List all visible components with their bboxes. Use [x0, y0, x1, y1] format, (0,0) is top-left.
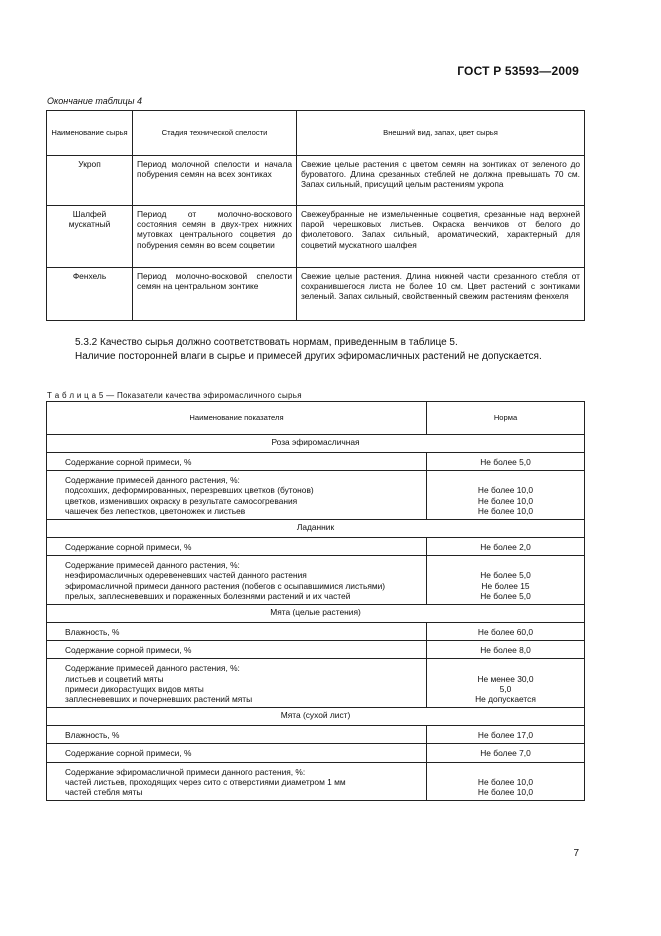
section-row [47, 435, 585, 453]
indicator-subitem: подсохших, деформированных, перезревших цветков (бутонов) [65, 485, 314, 496]
indicator-name: Содержание эфиромасличной примеси данного растения, %: [65, 766, 306, 777]
norm-value: Не более 5,0 [480, 590, 531, 601]
table-row [47, 474, 585, 519]
indicator-subitem: частей листьев, проходящих через сито с отверстиями диаметром 1 мм [65, 776, 346, 787]
norm-value: Не более 7,0 [480, 748, 531, 759]
indicator-name: Влажность, % [65, 730, 120, 741]
norm-cell [427, 626, 585, 641]
table-row [47, 541, 585, 556]
table-4-header-look: Внешний вид, запах, цвет сырья [297, 111, 585, 156]
table-row [47, 747, 585, 762]
indicator-cell [47, 766, 427, 801]
indicator-name: Влажность, % [65, 627, 120, 638]
norm-value: Не более 17,0 [477, 730, 534, 741]
appearance-description: Свежие целые растения с цветом семян на зонтиках от зеленого до буроватого. Длина срезанных стеблей не должна превышать 70 см. Запах сильный, присущий целым растениям укропа [297, 156, 585, 206]
norm-cell [427, 644, 585, 659]
indicator-cell [47, 747, 427, 762]
table-5-caption: Т а б л и ц а 5 — Показатели качества эфиромасличного сырья [47, 391, 302, 400]
norm-value [431, 475, 580, 485]
indicator-name: Содержание сорной примеси, % [65, 645, 192, 656]
table-row [47, 559, 585, 604]
table-row [47, 644, 585, 659]
page-number: 7 [573, 848, 579, 859]
table-row [47, 662, 585, 707]
indicator-cell [47, 729, 427, 744]
norm-value [431, 663, 580, 673]
section-row [47, 708, 585, 726]
norm-value: Не более 10,0 [477, 485, 534, 496]
indicator-name: Содержание сорной примеси, % [65, 542, 192, 553]
norm-value: Не более 8,0 [480, 645, 531, 656]
norm-value [431, 767, 580, 777]
table-5-header-norm: Норма [427, 402, 585, 435]
norm-value: Не более 60,0 [477, 627, 534, 638]
indicator-subitem: неэфиромасличных одеревеневших частей данного растения [65, 570, 307, 581]
norm-cell [427, 456, 585, 471]
norm-value [431, 560, 580, 570]
table-4-header-name: Наименование сырья [47, 111, 133, 156]
indicator-cell [47, 456, 427, 471]
raw-material-name: Фенхель [47, 268, 133, 321]
table-row [47, 206, 585, 268]
indicator-subitem: эфиромасличной примеси данного растения (побегов с осыпавшимися листьями) [65, 580, 386, 591]
section-title: Мята (целые растения) [47, 605, 585, 623]
table-row [47, 156, 585, 206]
indicator-subitem: листьев и соцветий мяты [65, 673, 164, 684]
indicator-cell [47, 662, 427, 707]
raw-material-name: Укроп [47, 156, 133, 206]
norm-cell [427, 662, 585, 707]
ripeness-stage: Период от молочно-воскового состояния семян в двух-трех нижних мутовках центрального соцветия до побурения семян во всем соцветии [133, 206, 297, 268]
indicator-cell [47, 644, 427, 659]
norm-value: 5,0 [499, 683, 512, 694]
section-row [47, 605, 585, 623]
indicator-subitem: цветков, изменивших окраску в результате самосогревания [65, 495, 298, 506]
table-row [47, 729, 585, 744]
norm-cell [427, 541, 585, 556]
appearance-description: Свежеубранные не измельченные соцветия, срезанные над верхней парой черешковых листьев. Окраска венчиков от белого до фиолетового. Запах сильный, ароматический, характерный для соцветий мускатного шалфея [297, 206, 585, 268]
norm-value: Не более 10,0 [477, 505, 534, 516]
indicator-subitem: примеси дикорастущих видов мяты [65, 683, 204, 694]
indicator-name: Содержание примесей данного растения, %: [65, 663, 240, 674]
indicator-name: Содержание сорной примеси, % [65, 748, 192, 759]
table-4-header-stage: Стадия технической спелости [133, 111, 297, 156]
indicator-name: Содержание примесей данного растения, %: [65, 475, 240, 486]
table-row [47, 626, 585, 641]
norm-cell [427, 729, 585, 744]
norm-cell [427, 474, 585, 519]
appearance-description: Свежие целые растения. Длина нижней части срезанного стебля от сохранившегося листа не более 10 см. Цвет растений с зонтиками зеленый. Запах сильный, свойственный свежим растениям фенхеля [297, 268, 585, 321]
norm-value: Не более 5,0 [480, 570, 531, 581]
raw-material-name: Шалфей мускатный [47, 206, 133, 268]
indicator-subitem: прелых, заплесневевших и пораженных болезнями растений и их частей [65, 590, 351, 601]
indicator-subitem: заплесневевших и почерневших растений мяты [65, 694, 253, 705]
norm-cell [427, 559, 585, 604]
table-row [47, 456, 585, 471]
norm-cell [427, 747, 585, 762]
section-title: Мята (сухой лист) [47, 708, 585, 726]
continuation-label: Окончание таблицы 4 [47, 96, 142, 106]
ripeness-stage: Период молочно-восковой спелости семян на центральном зонтике [133, 268, 297, 321]
table-5 [46, 401, 585, 801]
indicator-cell [47, 541, 427, 556]
indicator-name: Содержание примесей данного растения, %: [65, 560, 240, 571]
norm-value: Не более 5,0 [480, 457, 531, 467]
indicator-cell [47, 559, 427, 604]
norm-value: Не менее 30,0 [477, 673, 534, 684]
indicator-subitem: чашечек без лепестков, цветоножек и листьев [65, 505, 246, 516]
ripeness-stage: Период молочной спелости и начала побурения семян на всех зонтиках [133, 156, 297, 206]
norm-value: Не более 2,0 [480, 542, 531, 553]
table-row [47, 268, 585, 321]
table-row [47, 766, 585, 801]
indicator-cell [47, 626, 427, 641]
norm-cell [427, 766, 585, 801]
norm-value: Не более 10,0 [477, 495, 534, 506]
table-5-header-indicator: Наименование показателя [47, 402, 427, 435]
paragraph-moisture-note: Наличие посторонней влаги в сырье и примесей других эфиромасличных растений не допускается. [75, 351, 542, 362]
table-5-header [47, 402, 585, 435]
norm-value: Не более 10,0 [477, 776, 534, 787]
paragraph-5-3-2: 5.3.2 Качество сырья должно соответствовать нормам, приведенным в таблице 5. [75, 337, 458, 348]
norm-value: Не более 15 [481, 580, 530, 591]
section-row [47, 520, 585, 538]
section-title: Ладанник [47, 520, 585, 538]
section-title: Роза эфиромасличная [47, 435, 585, 453]
document-code: ГОСТ Р 53593—2009 [457, 64, 579, 78]
norm-value: Не более 10,0 [477, 787, 534, 798]
norm-value: Не допускается [475, 694, 536, 705]
table-4-header [47, 111, 585, 156]
indicator-cell [47, 474, 427, 519]
indicator-subitem: частей стебля мяты [65, 787, 143, 798]
indicator-name: Содержание сорной примеси, % [65, 457, 192, 467]
table-4 [46, 110, 585, 321]
